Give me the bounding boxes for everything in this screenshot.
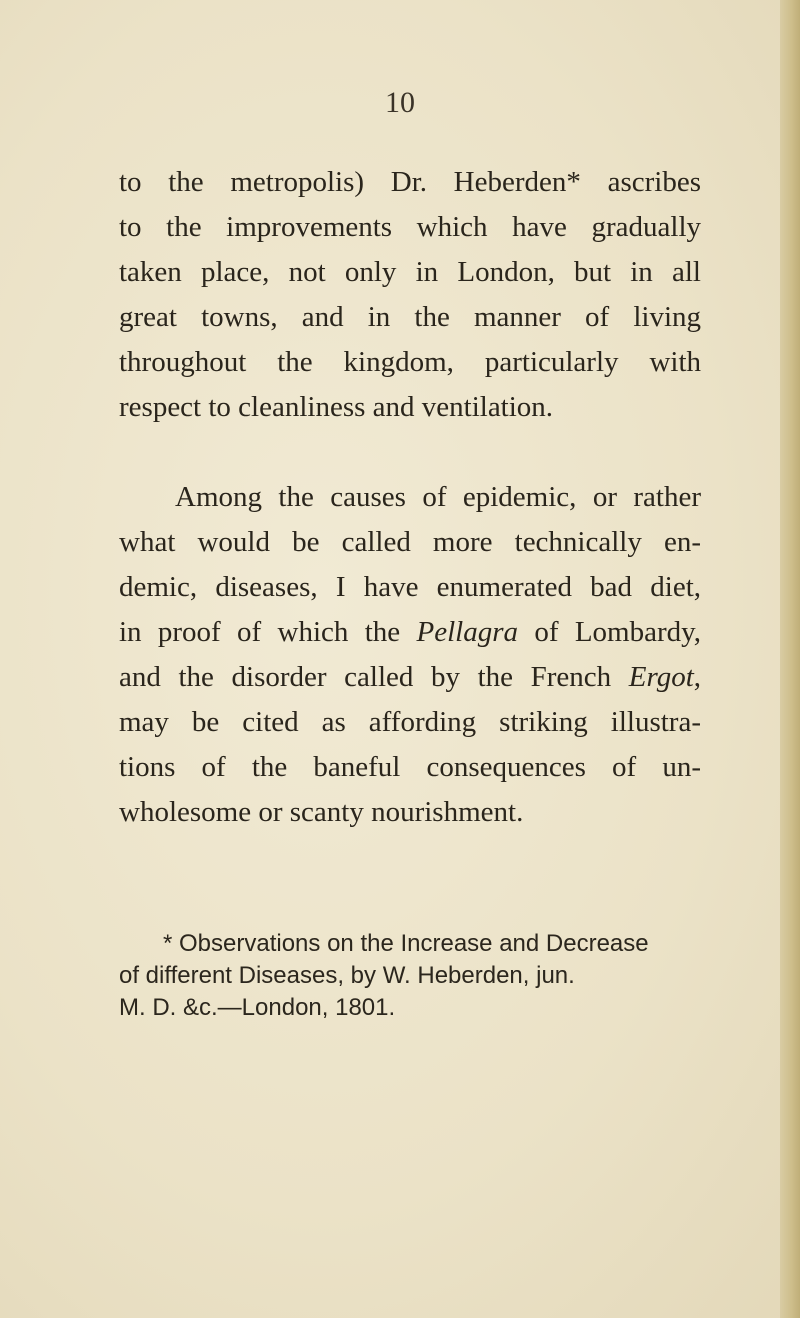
text-line: great towns, and in the manner of living	[119, 301, 701, 333]
text-line: to the metropolis) Dr. Heberden* ascribes	[119, 166, 701, 198]
text-line: wholesome or scanty nourishment.	[119, 796, 524, 828]
body-text	[119, 160, 701, 835]
text-line: taken place, not only in London, but in all	[119, 256, 701, 288]
italic-term-pellagra: Pellagra	[416, 616, 518, 648]
text-line: throughout the kingdom, particularly with	[119, 346, 701, 378]
text-line: respect to cleanliness and ventilation.	[119, 391, 554, 423]
text-line: demic, diseases, I have enumerated bad diet,	[119, 571, 701, 603]
page-edge	[780, 0, 800, 1318]
paragraph-2	[119, 475, 701, 835]
text-line: what would be called more technically en-	[119, 526, 701, 558]
italic-term-ergot: Ergot	[628, 661, 694, 693]
text-line: in proof of which the Pellagra of Lombardy,	[119, 616, 701, 648]
paragraph-1	[119, 160, 701, 430]
page-number: 10	[385, 86, 415, 119]
footnote-line: M. D. &c.—London, 1801.	[119, 994, 396, 1021]
text-line: may be cited as affording striking illustra-	[119, 706, 701, 738]
footnote-line: * Observations on the Increase and Decrease	[163, 930, 649, 957]
footnote-line: of different Diseases, by W. Heberden, jun.	[119, 962, 575, 989]
text-line: to the improvements which have gradually	[119, 211, 701, 243]
text-line: and the disorder called by the French Ergot,	[119, 661, 701, 693]
text-line: tions of the baneful consequences of un-	[119, 751, 701, 783]
footnote	[119, 928, 701, 1024]
text-line: Among the causes of epidemic, or rather	[175, 481, 701, 513]
